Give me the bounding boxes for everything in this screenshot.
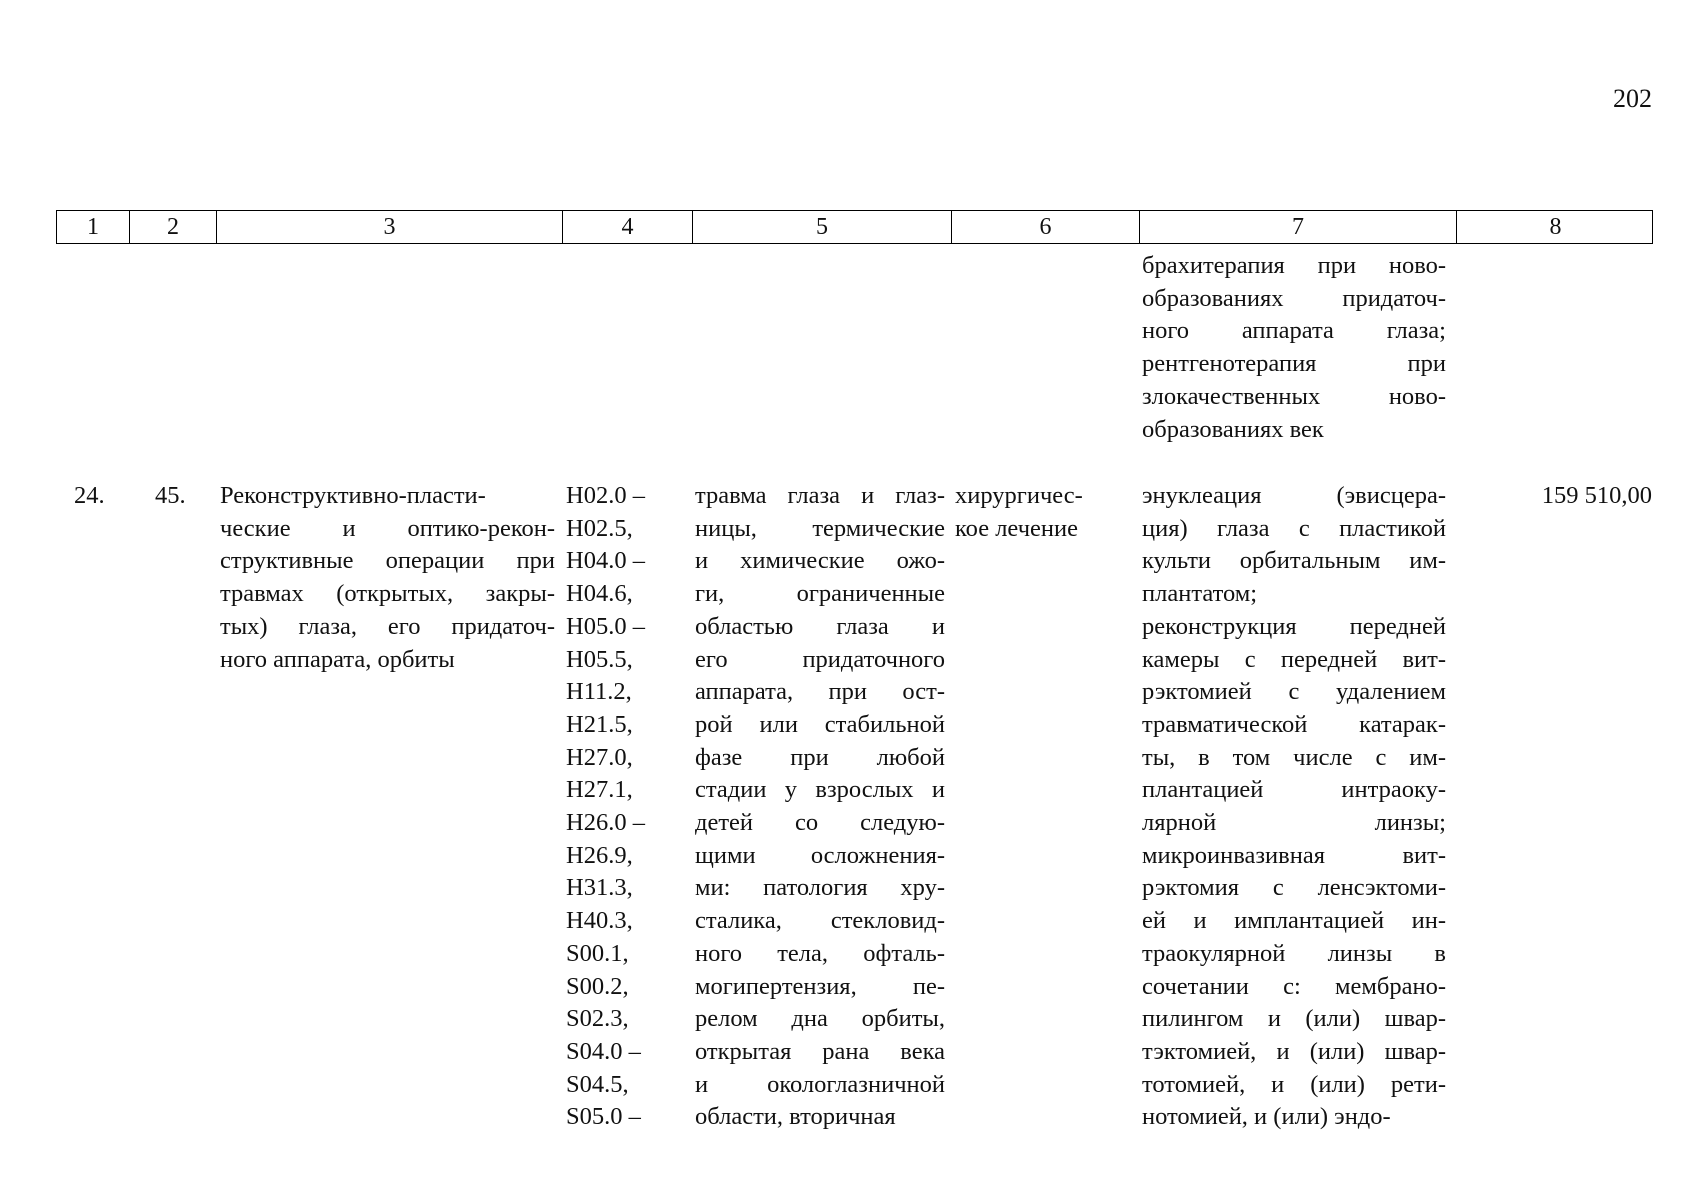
text-line: ного аппарата, орбиты bbox=[220, 645, 455, 673]
row-number: 24. bbox=[74, 482, 105, 509]
text-line: травматической катарак- bbox=[1142, 710, 1446, 738]
text-line: энуклеация (эвисцера- bbox=[1142, 482, 1446, 509]
text-line: H26.9, bbox=[566, 841, 633, 869]
text-line: лярной линзы; bbox=[1142, 809, 1446, 837]
text-line: детей со следую- bbox=[695, 809, 945, 837]
text-line: H11.2, bbox=[566, 678, 632, 706]
text-line: ты, в том числе с им- bbox=[1142, 743, 1446, 771]
text-line: H04.6, bbox=[566, 580, 633, 608]
header-cell-2: 2 bbox=[130, 211, 217, 243]
text-line: и окологлазничной bbox=[695, 1070, 945, 1098]
text-line: H02.5, bbox=[566, 514, 633, 542]
text-line: образованиях придаточ- bbox=[1142, 284, 1446, 312]
text-line: траокулярной линзы в bbox=[1142, 939, 1446, 967]
text-line: Реконструктивно-пласти- bbox=[220, 482, 486, 509]
text-line: и химические ожо- bbox=[695, 547, 945, 575]
text-line: рэктомией с удалением bbox=[1142, 678, 1446, 706]
text-line: злокачественных ново- bbox=[1142, 382, 1446, 410]
text-line: фазе при любой bbox=[695, 743, 945, 771]
text-line: сочетании с: мембрано- bbox=[1142, 972, 1446, 1000]
text-line: H02.0 – bbox=[566, 482, 645, 509]
text-line: тых) глаза, его придаточ- bbox=[220, 612, 555, 640]
text-line: открытая рана века bbox=[695, 1037, 945, 1065]
text-line: сталика, стекловид- bbox=[695, 907, 945, 935]
text-line: H21.5, bbox=[566, 710, 633, 738]
text-line: S00.1, bbox=[566, 939, 629, 967]
text-line: структивные операции при bbox=[220, 547, 555, 575]
text-line: кое лечение bbox=[955, 514, 1078, 542]
continuation-method-text bbox=[1142, 250, 1446, 446]
text-line: травмах (открытых, закры- bbox=[220, 580, 555, 608]
text-line: рой или стабильной bbox=[695, 710, 945, 738]
text-line: щими осложнения- bbox=[695, 841, 945, 869]
text-line: ция) глаза с пластикой bbox=[1142, 514, 1446, 542]
text-line: аппарата, при ост- bbox=[695, 678, 945, 706]
text-line: H27.1, bbox=[566, 776, 633, 804]
header-cell-1: 1 bbox=[57, 211, 130, 243]
text-line: плантацией интраоку- bbox=[1142, 776, 1446, 804]
text-line: ницы, термические bbox=[695, 514, 945, 542]
text-line: H31.3, bbox=[566, 874, 633, 902]
text-line: S02.3, bbox=[566, 1005, 629, 1033]
text-line: ми: патология хру- bbox=[695, 874, 945, 902]
text-line: областью глаза и bbox=[695, 612, 945, 640]
text-line: H40.3, bbox=[566, 907, 633, 935]
header-cell-5: 5 bbox=[693, 211, 952, 243]
text-line: рентгенотерапия при bbox=[1142, 350, 1446, 378]
text-line: хирургичес- bbox=[955, 482, 1083, 509]
text-line: H27.0, bbox=[566, 743, 633, 771]
patient-model bbox=[695, 480, 945, 1134]
text-line: H26.0 – bbox=[566, 809, 645, 837]
row-group-number: 45. bbox=[155, 482, 186, 509]
text-line: S00.2, bbox=[566, 972, 629, 1000]
text-line: ного аппарата глаза; bbox=[1142, 317, 1446, 345]
text-line: ги, ограниченные bbox=[695, 580, 945, 608]
text-line: ного тела, офталь- bbox=[695, 939, 945, 967]
text-line: камеры с передней вит- bbox=[1142, 645, 1446, 673]
text-line: плантатом; bbox=[1142, 580, 1258, 608]
header-cell-7: 7 bbox=[1140, 211, 1457, 243]
treatment-method bbox=[1142, 480, 1446, 1134]
treatment-type bbox=[955, 480, 1105, 545]
text-line: ческие и оптико-рекон- bbox=[220, 514, 555, 542]
text-line: культи орбитальным им- bbox=[1142, 547, 1446, 575]
text-line: могипертензия, пе- bbox=[695, 972, 945, 1000]
intervention-name bbox=[220, 480, 555, 676]
text-line: S05.0 – bbox=[566, 1103, 641, 1131]
text-line: S04.5, bbox=[566, 1070, 629, 1098]
table-header-row bbox=[56, 210, 1653, 244]
text-line: релом дна орбиты, bbox=[695, 1005, 945, 1033]
text-line: S04.0 – bbox=[566, 1037, 641, 1065]
text-line: образованиях век bbox=[1142, 415, 1324, 443]
text-line: тэктомией, и (или) швар- bbox=[1142, 1037, 1446, 1065]
text-line: H04.0 – bbox=[566, 547, 645, 575]
text-line: его придаточного bbox=[695, 645, 945, 673]
text-line: тотомией, и (или) рети- bbox=[1142, 1070, 1446, 1098]
text-line: микроинвазивная вит- bbox=[1142, 841, 1446, 869]
icd-codes bbox=[566, 480, 676, 1134]
text-line: нотомией, и (или) эндо- bbox=[1142, 1103, 1391, 1131]
text-line: реконструкция передней bbox=[1142, 612, 1446, 640]
text-line: пилингом и (или) швар- bbox=[1142, 1005, 1446, 1033]
cost-value: 159 510,00 bbox=[1541, 482, 1652, 509]
text-line: стадии у взрослых и bbox=[695, 776, 945, 804]
text-line: H05.0 – bbox=[566, 612, 645, 640]
header-cell-6: 6 bbox=[952, 211, 1140, 243]
header-cell-8: 8 bbox=[1549, 214, 1562, 240]
text-line: области, вторичная bbox=[695, 1103, 896, 1131]
text-line: H05.5, bbox=[566, 645, 633, 673]
header-cell-4: 4 bbox=[563, 211, 693, 243]
text-line: брахитерапия при ново- bbox=[1142, 252, 1446, 279]
text-line: ей и имплантацией ин- bbox=[1142, 907, 1446, 935]
text-line: травма глаза и глаз- bbox=[695, 482, 945, 509]
header-cell-3: 3 bbox=[217, 211, 563, 243]
page-number: 202 bbox=[1613, 84, 1652, 113]
text-line: рэктомия с ленсэктоми- bbox=[1142, 874, 1446, 902]
